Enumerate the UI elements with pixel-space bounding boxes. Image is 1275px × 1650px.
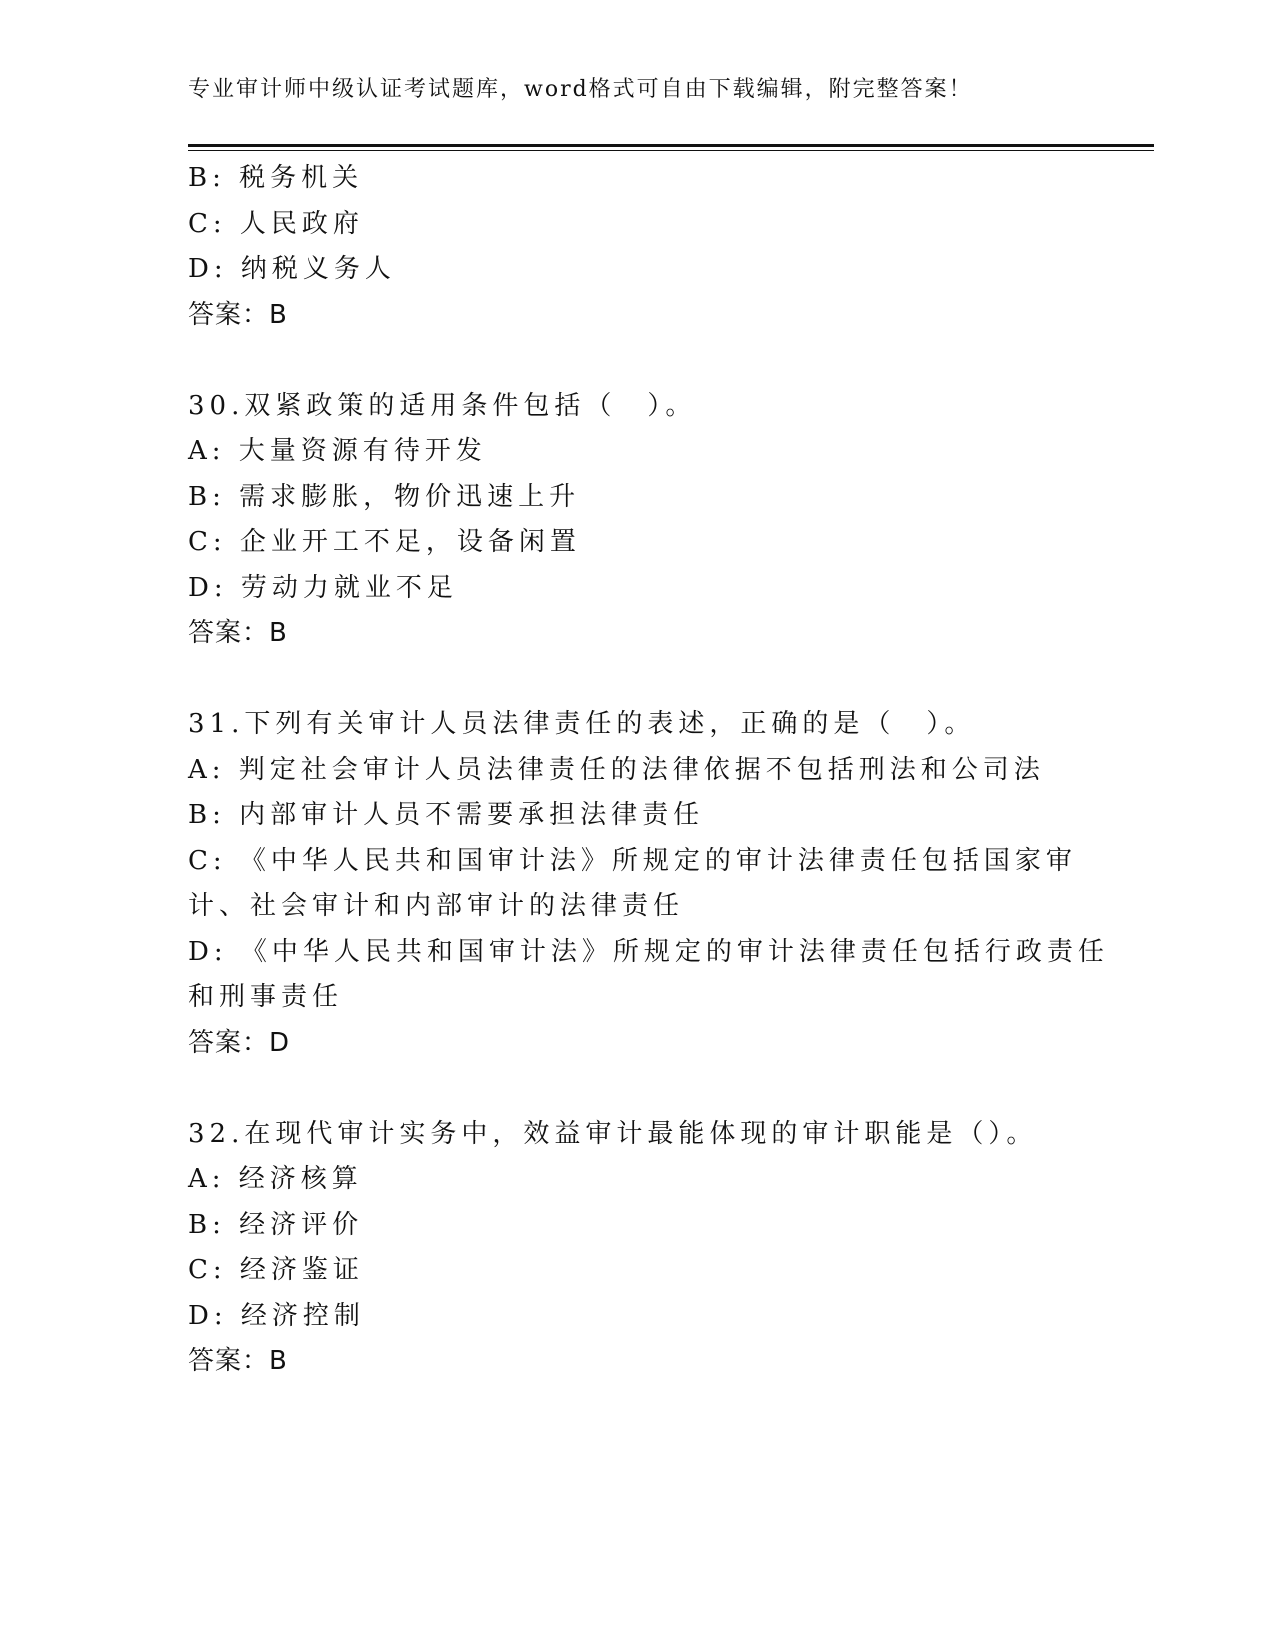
header-rule-thick xyxy=(188,144,1154,147)
option-b: B: 税务机关 xyxy=(188,163,364,193)
spacer xyxy=(188,1066,1138,1112)
option-a: A: 大量资源有待开发 xyxy=(188,436,487,466)
option-c: C: 企业开工不足，设备闲置 xyxy=(188,527,581,557)
question-32 xyxy=(188,1112,1138,1385)
option-b: B: 内部审计人员不需要承担法律责任 xyxy=(188,800,705,830)
option-d: D: 《中华人民共和国审计法》所规定的审计法律责任包括行政责任和刑事责任 xyxy=(188,936,1109,1012)
option-c: C: 经济鉴证 xyxy=(188,1255,364,1285)
answer-line: 答案：D xyxy=(188,1027,291,1058)
answer-line: 答案：B xyxy=(188,618,288,648)
page-header: 专业审计师中级认证考试题库，word格式可自由下载编辑，附完整答案！ xyxy=(188,77,973,102)
option-d: D: 纳税义务人 xyxy=(188,254,396,284)
option-a: A: 经济核算 xyxy=(188,1164,363,1194)
question-stem: 32.在现代审计实务中，效益审计最能体现的审计职能是（）。 xyxy=(188,1118,1038,1149)
option-d: D: 经济控制 xyxy=(188,1300,365,1331)
option-c: C: 人民政府 xyxy=(188,208,364,239)
continued-question xyxy=(188,156,1138,338)
option-b: B: 经济评价 xyxy=(188,1209,364,1240)
header-rule-thin xyxy=(188,150,1154,151)
option-d: D: 劳动力就业不足 xyxy=(188,572,458,603)
spacer xyxy=(188,657,1138,703)
option-b: B: 需求膨胀，物价迅速上升 xyxy=(188,481,581,512)
answer-line: 答案：B xyxy=(188,1346,288,1376)
question-30 xyxy=(188,384,1138,657)
option-c: C: 《中华人民共和国审计法》所规定的审计法律责任包括国家审计、社会审计和内部审计的法律责任 xyxy=(188,845,1077,921)
question-content xyxy=(188,156,1138,1385)
question-31 xyxy=(188,702,1138,1066)
answer-line: 答案：B xyxy=(188,299,288,330)
option-a: A: 判定社会审计人员法律责任的法律依据不包括刑法和公司法 xyxy=(188,754,1045,785)
spacer xyxy=(188,338,1138,384)
question-stem: 31.下列有关审计人员法律责任的表述，正确的是（ ）。 xyxy=(188,709,976,739)
question-stem: 30.双紧政策的适用条件包括（ ）。 xyxy=(188,390,697,421)
